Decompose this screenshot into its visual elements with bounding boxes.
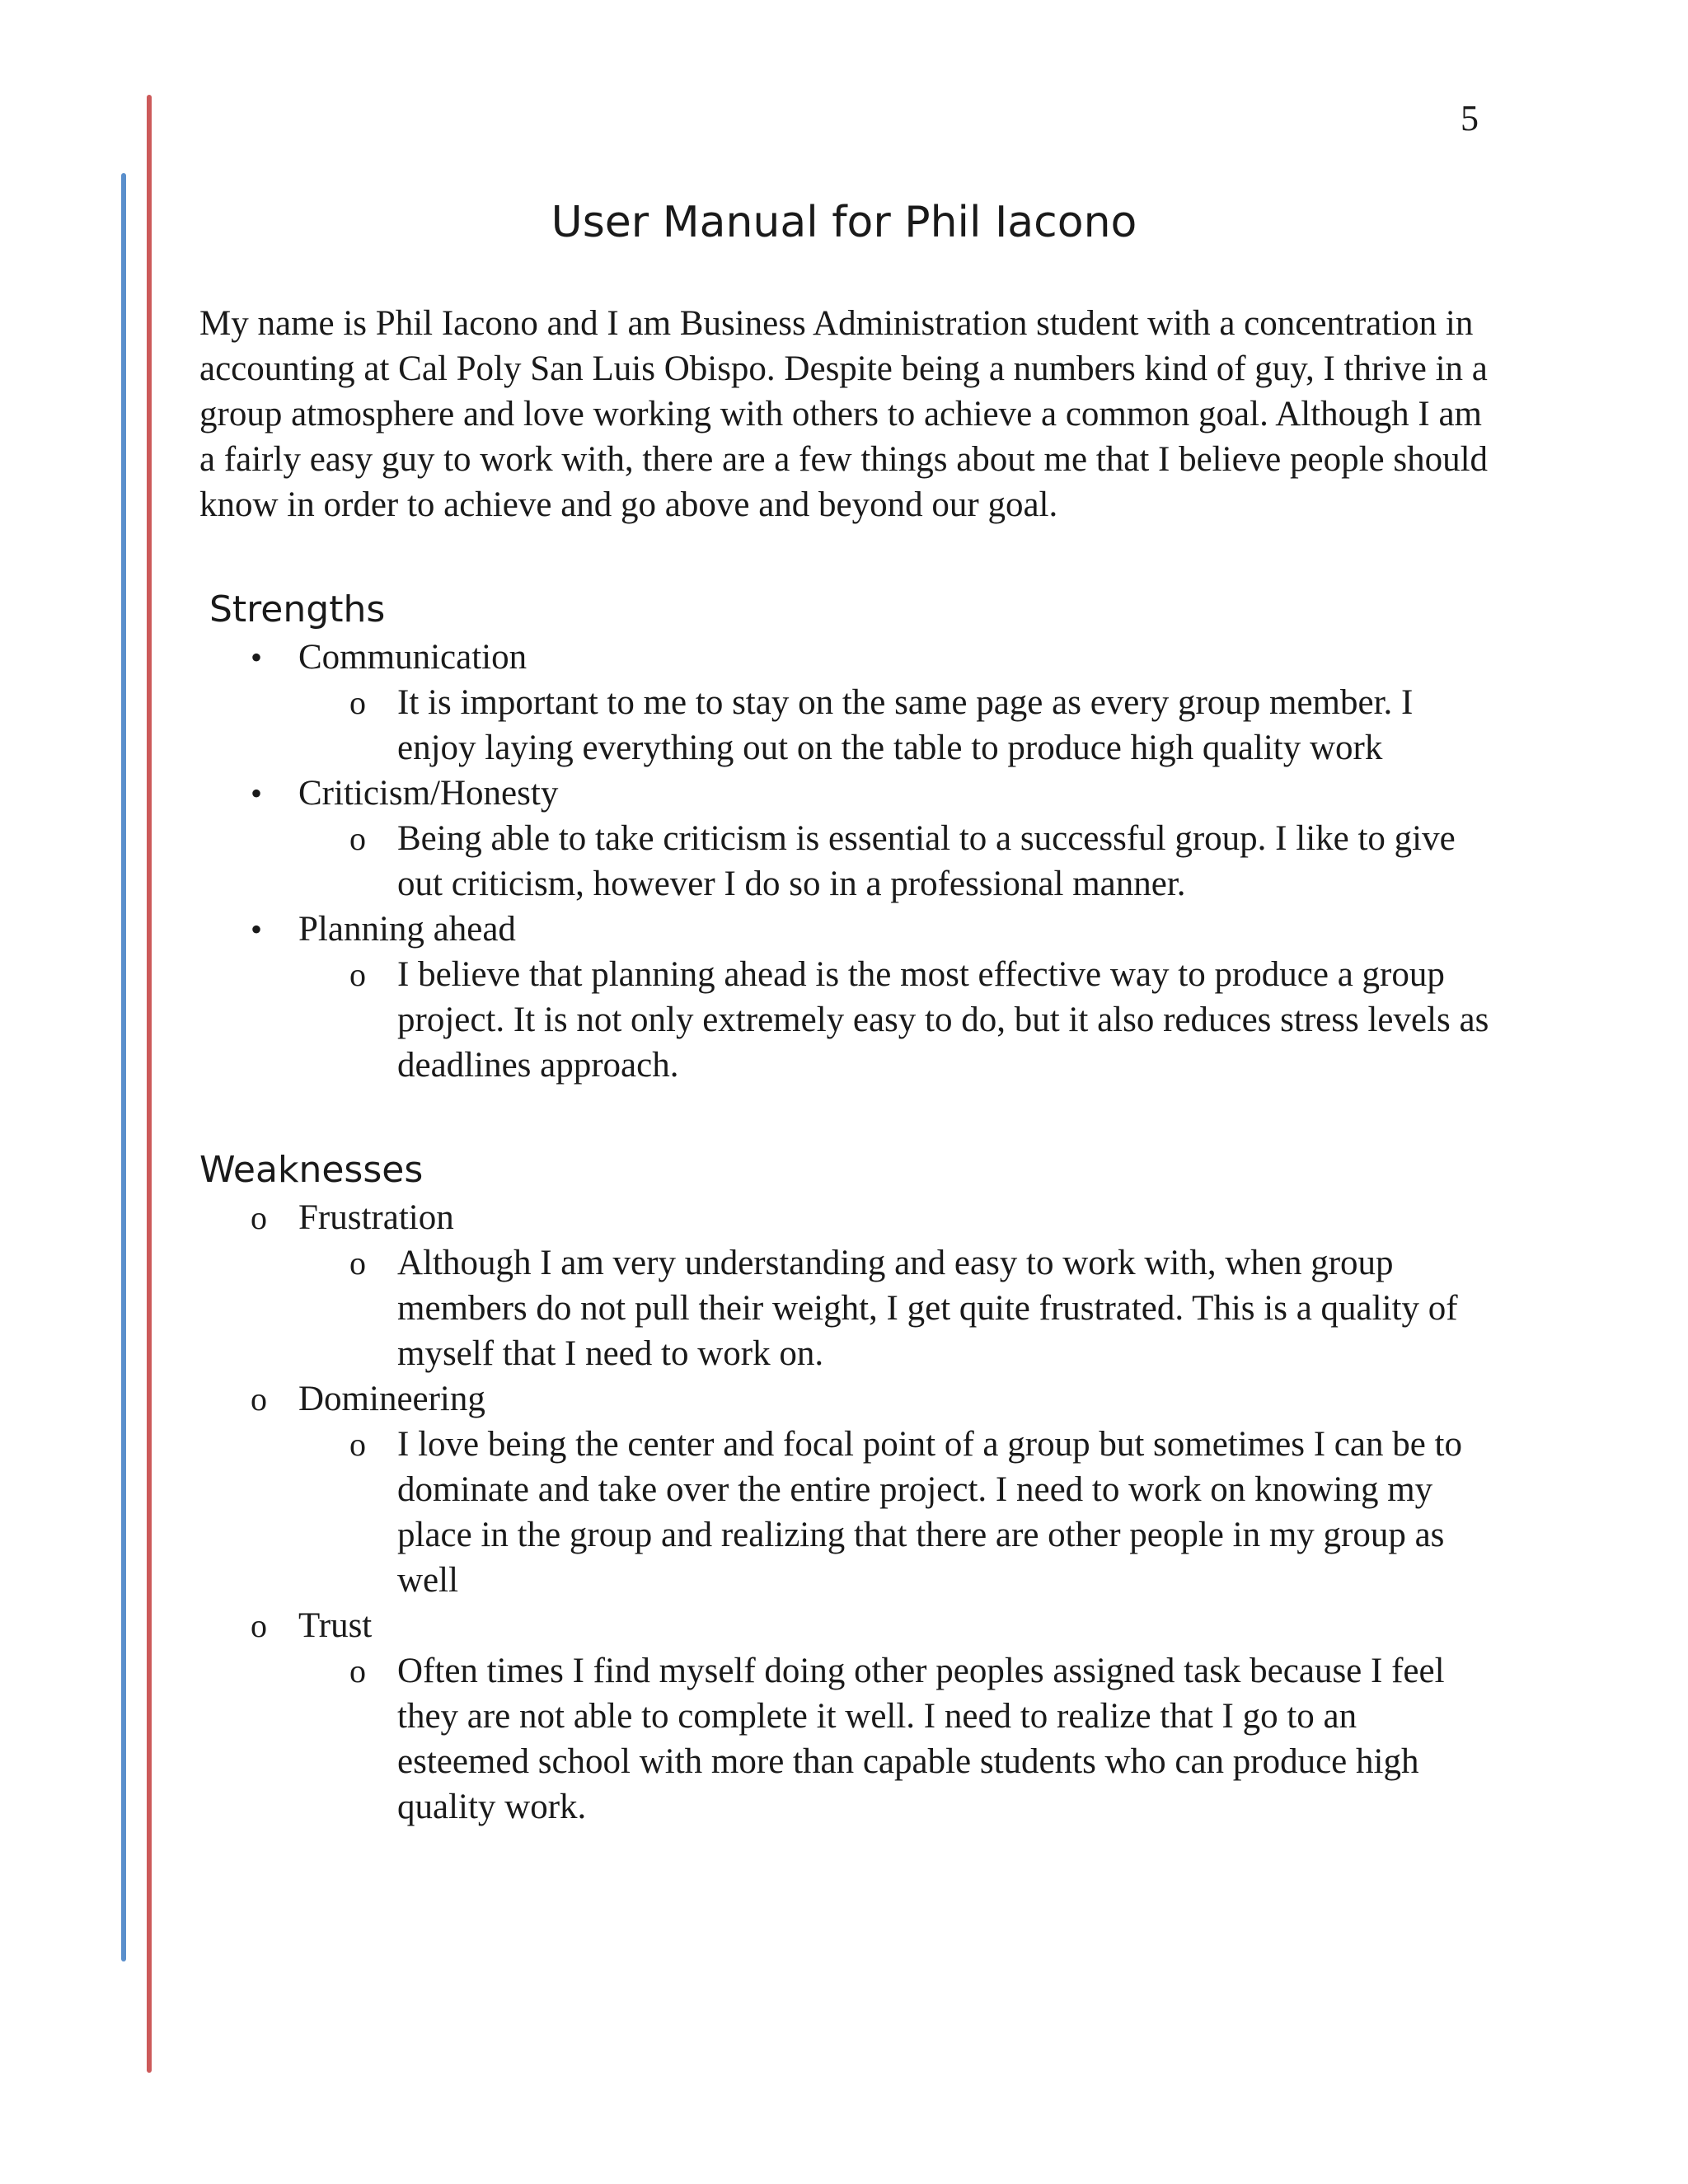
page-title: User Manual for Phil Iacono [551,198,1137,247]
strength-detail-list [298,952,1493,1088]
strength-detail-text: It is important to me to stay on the same page as every group member. I enjoy laying everything out on the table to produce high quality work [397,683,1414,767]
weakness-label: Frustration [298,1198,454,1237]
circle-marker: o [251,1380,267,1418]
weakness-label: Trust [298,1606,373,1645]
strength-detail [298,680,1493,771]
weakness-item-domineering [199,1376,1493,1603]
circle-marker: o [251,1199,267,1236]
weakness-detail-list [298,1422,1493,1603]
strength-detail [298,952,1493,1088]
weakness-item-trust [199,1603,1493,1830]
page-number: 5 [1461,98,1479,138]
weaknesses-list [199,1195,1493,1830]
strength-detail-list [298,680,1493,771]
margin-line-blue [121,173,126,1961]
strength-detail [298,816,1493,907]
strengths-list [199,635,1493,1088]
strength-detail-text: I believe that planning ahead is the most effective way to produce a group project. It is not only extremely easy to do, but it also reduces stress levels as deadlines approach. [397,955,1489,1085]
circle-marker: o [349,956,366,993]
bullet-marker: • [251,775,263,812]
strength-detail-text: Being able to take criticism is essential to a successful group. I like to give out criticism, however I do so in a professional manner. [397,819,1456,903]
weakness-detail [298,1422,1493,1603]
weakness-detail [298,1648,1493,1830]
strength-detail-list [298,816,1493,907]
strengths-heading: Strengths [209,588,386,630]
margin-line-red [147,95,152,2073]
strength-label: Planning ahead [298,910,516,949]
weakness-detail-text: Often times I find myself doing other peoples assigned task because I feel they are not able to complete it well. I need to realize that I go to an esteemed school with more than capable students who can produce high quality work. [397,1652,1445,1826]
strength-item-criticism-honesty [199,771,1493,907]
weakness-detail-text: I love being the center and focal point of a group but sometimes I can be to dominate and take over the entire project. I need to work on knowing my place in the group and realizing that there are other people in my group as well [397,1425,1462,1600]
strength-item-communication [199,635,1493,771]
strength-label: Communication [298,638,528,677]
strength-item-planning-ahead [199,907,1493,1088]
intro-paragraph: My name is Phil Iacono and I am Business Administration student with a concentration in accounting at Cal Poly San Luis Obispo. Despite being a numbers kind of guy, I thrive in a group atmosphere and love working with others to achieve a common goal. Although I am a fairly easy guy to work with, there are a few things about me that I believe people should know in order to achieve and go above and beyond our goal. [199,304,1489,524]
circle-marker: o [251,1607,267,1644]
circle-marker: o [349,1426,366,1463]
strength-label: Criticism/Honesty [298,774,559,813]
weakness-detail-text: Although I am very understanding and easy to work with, when group members do not pull their weight, I get quite frustrated. This is a quality of myself that I need to work on. [397,1244,1458,1373]
bullet-marker: • [251,639,263,676]
document-body [199,301,1493,1830]
weakness-detail [298,1240,1493,1376]
circle-marker: o [349,820,366,857]
bullet-marker: • [251,911,263,948]
weakness-item-frustration [199,1195,1493,1376]
circle-marker: o [349,684,366,721]
weakness-label: Domineering [298,1380,485,1418]
weakness-detail-list [298,1240,1493,1376]
circle-marker: o [349,1244,366,1282]
circle-marker: o [349,1652,366,1690]
weaknesses-heading: Weaknesses [199,1149,424,1191]
weakness-detail-list [298,1648,1493,1830]
